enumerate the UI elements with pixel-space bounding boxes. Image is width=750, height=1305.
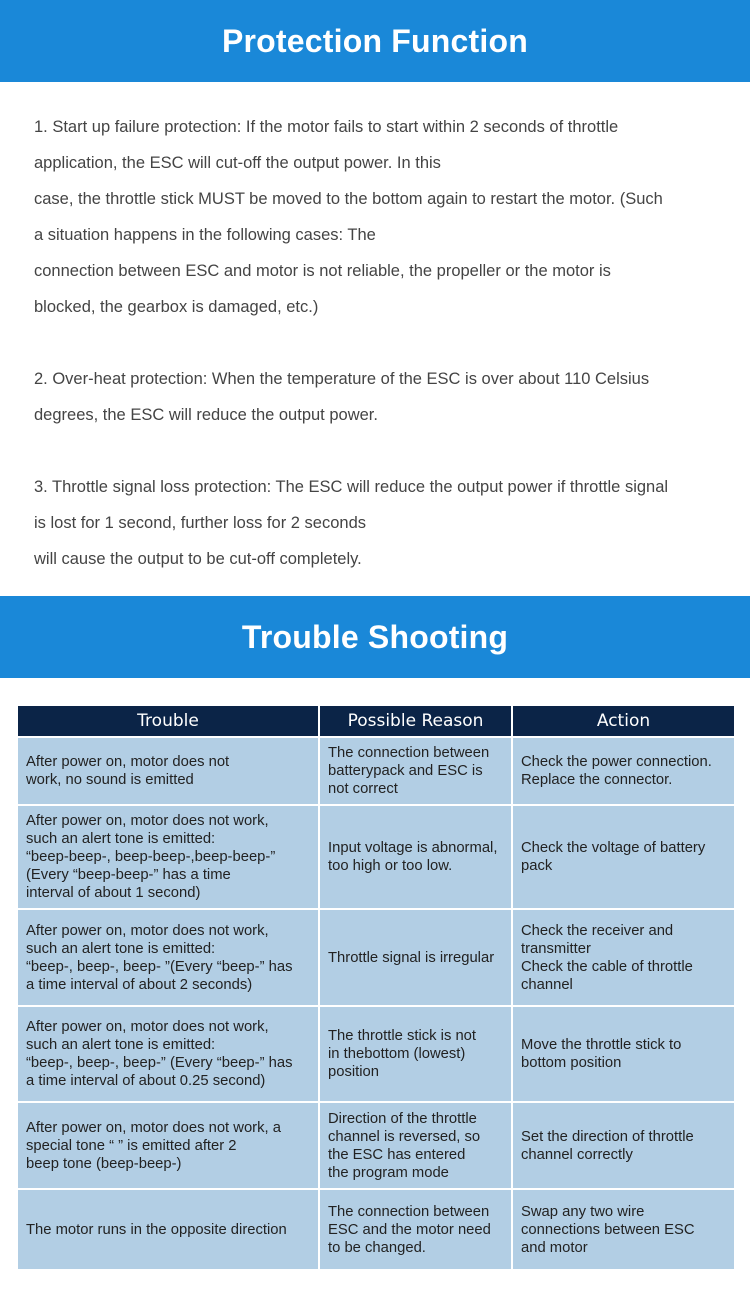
trouble-cell xyxy=(18,805,319,909)
cell-line: Replace the connector. xyxy=(521,772,673,788)
cell-line: The motor runs in the opposite direction xyxy=(26,1221,287,1238)
protection-line: a situation happens in the following cases: The xyxy=(34,226,376,244)
cell-line: “beep-, beep-, beep-” (Every “beep-” has xyxy=(26,1055,293,1071)
action-cell xyxy=(512,737,734,805)
protection-line: will cause the output to be cut-off completely. xyxy=(34,550,362,568)
cell-line: After power on, motor does not work, xyxy=(26,922,269,939)
cell-line: pack xyxy=(521,858,553,874)
paragraph-gap xyxy=(34,433,734,469)
cell-line: interval of about 1 second) xyxy=(26,885,201,901)
action-cell xyxy=(512,1102,734,1189)
trouble-cell xyxy=(18,1102,319,1189)
trouble-cell xyxy=(18,909,319,1006)
cell-line: “beep-beep-, beep-beep-,beep-beep-” xyxy=(26,849,276,865)
cell-line: not correct xyxy=(328,781,398,797)
cell-line: channel is reversed, so xyxy=(328,1128,481,1145)
cell-line: Set the direction of throttle xyxy=(521,1128,694,1145)
cell-line: After power on, motor does not work, xyxy=(26,813,269,829)
trouble-shooting-table xyxy=(18,706,734,1269)
protection-text xyxy=(34,109,734,577)
action-cell xyxy=(512,1189,734,1269)
cell-line: the ESC has entered xyxy=(328,1146,466,1163)
cell-line: The connection between xyxy=(328,745,490,761)
cell-line: Check the power connection. xyxy=(521,754,712,770)
protection-line: blocked, the gearbox is damaged, etc.) xyxy=(34,298,319,316)
cell-line: a time interval of about 2 seconds) xyxy=(26,976,253,993)
protection-function-banner xyxy=(0,0,750,82)
cell-line: channel xyxy=(521,976,573,993)
cell-line: to be changed. xyxy=(328,1239,426,1256)
cell-line: The connection between xyxy=(328,1203,490,1220)
header-possible-reason: Possible Reason xyxy=(319,706,512,737)
cell-line: the program mode xyxy=(328,1164,449,1181)
table-row xyxy=(18,1102,734,1189)
cell-line: Direction of the throttle xyxy=(328,1110,477,1127)
cell-line: and motor xyxy=(521,1239,588,1256)
protection-line: 1. Start up failure protection: If the motor fails to start within 2 seconds of throttle xyxy=(34,118,619,136)
cell-line: Input voltage is abnormal, xyxy=(328,840,498,856)
cell-line: “beep-, beep-, beep- ”(Every “beep-” has xyxy=(26,958,293,975)
cell-line: After power on, motor does not work, a xyxy=(26,1119,281,1136)
protection-line: is lost for 1 second, further loss for 2 seconds xyxy=(34,514,366,532)
cell-line: Throttle signal is irregular xyxy=(328,949,495,966)
reason-cell xyxy=(319,1189,512,1269)
reason-cell xyxy=(319,1006,512,1102)
cell-line: ESC and the motor need xyxy=(328,1221,491,1238)
cell-line: (Every “beep-beep-” has a time xyxy=(26,867,231,883)
protection-line: connection between ESC and motor is not reliable, the propeller or the motor is xyxy=(34,262,611,280)
protection-line: application, the ESC will cut-off the output power. In this xyxy=(34,154,441,172)
reason-cell xyxy=(319,1102,512,1189)
cell-line: in thebottom (lowest) xyxy=(328,1046,466,1062)
protection-line: case, the throttle stick MUST be moved to the bottom again to restart the motor. (Such xyxy=(34,190,663,208)
cell-line: After power on, motor does not xyxy=(26,754,230,770)
protection-function-title: Protection Function xyxy=(221,22,528,59)
reason-cell xyxy=(319,737,512,805)
trouble-cell xyxy=(18,737,319,805)
cell-line: Move the throttle stick to xyxy=(521,1037,682,1053)
protection-line: 3. Throttle signal loss protection: The ESC will reduce the output power if throttle signal xyxy=(34,478,669,496)
cell-line: channel correctly xyxy=(521,1146,633,1163)
cell-line: such an alert tone is emitted: xyxy=(26,831,216,847)
protection-line: 2. Over-heat protection: When the temperature of the ESC is over about 110 Celsius xyxy=(34,370,650,388)
cell-line: work, no sound is emitted xyxy=(26,772,194,788)
trouble-cell xyxy=(18,1006,319,1102)
table-row xyxy=(18,805,734,909)
trouble-shooting-banner xyxy=(0,596,750,678)
cell-line: Check the cable of throttle xyxy=(521,958,693,975)
action-cell xyxy=(512,1006,734,1102)
table-row xyxy=(18,737,734,805)
reason-cell xyxy=(319,805,512,909)
paragraph-gap xyxy=(34,325,734,361)
header-trouble: Trouble xyxy=(18,706,319,737)
cell-line: too high or too low. xyxy=(328,858,453,874)
cell-line: such an alert tone is emitted: xyxy=(26,940,216,957)
cell-line: transmitter xyxy=(521,940,591,957)
protection-line: degrees, the ESC will reduce the output power. xyxy=(34,406,378,424)
cell-line: bottom position xyxy=(521,1055,622,1071)
cell-line: Check the voltage of battery xyxy=(521,840,706,856)
table-row xyxy=(18,1189,734,1269)
cell-line: special tone “ ” is emitted after 2 xyxy=(26,1137,237,1154)
cell-line: a time interval of about 0.25 second) xyxy=(26,1073,266,1089)
cell-line: connections between ESC xyxy=(521,1221,695,1238)
cell-line: such an alert tone is emitted: xyxy=(26,1037,216,1053)
header-action: Action xyxy=(512,706,734,737)
cell-line: The throttle stick is not xyxy=(328,1028,477,1044)
table-row xyxy=(18,1006,734,1102)
cell-line: After power on, motor does not work, xyxy=(26,1019,269,1035)
table-header-row xyxy=(18,706,734,737)
cell-line: batterypack and ESC is xyxy=(328,763,483,779)
trouble-cell xyxy=(18,1189,319,1269)
table-row xyxy=(18,909,734,1006)
action-cell xyxy=(512,805,734,909)
cell-line: Swap any two wire xyxy=(521,1203,645,1220)
cell-line: position xyxy=(328,1064,380,1080)
cell-line: beep tone (beep-beep-) xyxy=(26,1155,182,1172)
reason-cell xyxy=(319,909,512,1006)
cell-line: Check the receiver and xyxy=(521,922,674,939)
action-cell xyxy=(512,909,734,1006)
trouble-shooting-title: Trouble Shooting xyxy=(241,618,509,655)
